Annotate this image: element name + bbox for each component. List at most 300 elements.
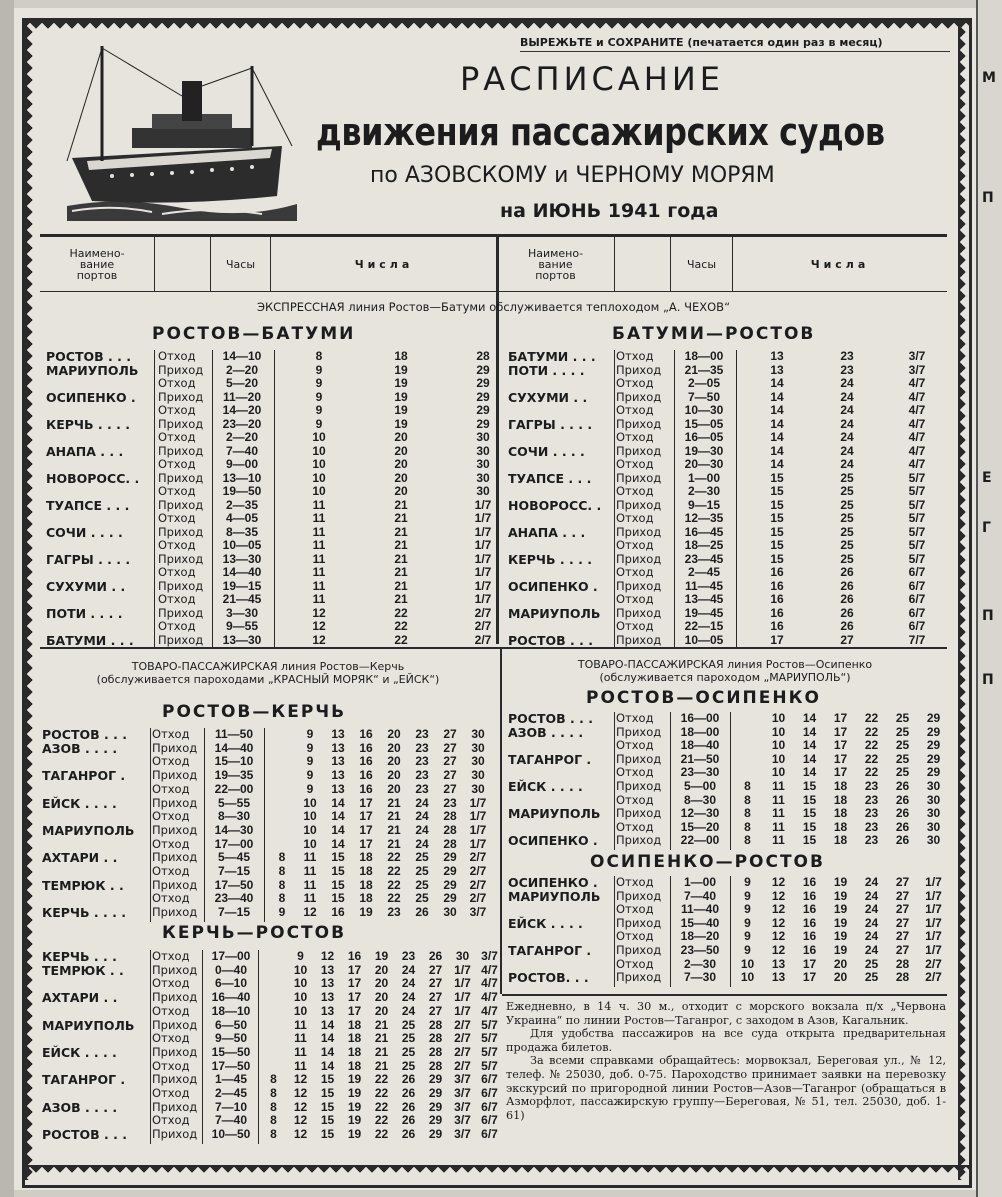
date: 16: [359, 781, 373, 796]
date: 2/7: [454, 1044, 471, 1059]
arrival-departure: Отход: [152, 836, 190, 851]
date: 14: [331, 836, 345, 851]
date: 9: [744, 875, 751, 889]
date: 28: [428, 1058, 443, 1073]
date: 4/7: [908, 416, 926, 431]
table-row: [508, 445, 948, 458]
date: 27: [840, 632, 854, 647]
date: 21: [387, 836, 401, 851]
date: 18: [347, 1044, 362, 1059]
table-row: [46, 445, 494, 458]
date: 23: [864, 819, 879, 834]
time: 10—05: [222, 538, 262, 552]
date: 19: [833, 902, 848, 917]
date: 16: [770, 592, 784, 606]
date: 16: [802, 929, 817, 944]
time: 10—05: [684, 632, 724, 647]
date: 26: [895, 779, 910, 793]
table-row: [508, 350, 948, 363]
arrival-departure: Приход: [152, 990, 198, 1005]
date: 17: [833, 765, 848, 780]
date: 12: [312, 619, 326, 633]
date: 24: [864, 888, 879, 903]
table-rostov-batumi: [46, 350, 494, 651]
arrival-departure: Отход: [152, 1113, 190, 1128]
date: 24: [401, 962, 416, 977]
date: 1/7: [474, 497, 492, 512]
date: 21: [394, 565, 408, 579]
table-row: [42, 797, 494, 810]
date: 27: [895, 943, 910, 957]
date: 2/7: [474, 605, 492, 620]
date: 29: [428, 1127, 443, 1142]
date: 25: [401, 1044, 416, 1059]
date: 12: [312, 605, 326, 620]
date: 5/7: [481, 1044, 498, 1059]
date: 16: [359, 727, 373, 741]
date: 8: [278, 877, 286, 892]
table-row: [46, 364, 494, 377]
arrival-departure: Отход: [158, 349, 196, 363]
date: 30: [926, 833, 941, 848]
date: 24: [840, 389, 854, 404]
time: 1—00: [683, 875, 717, 889]
arrival-departure: Отход: [158, 538, 196, 552]
table-row: [46, 620, 494, 633]
arrival-departure: Отход: [152, 864, 190, 878]
arrival-departure: Отход: [152, 781, 190, 796]
date: 19: [833, 943, 848, 957]
arrival-departure: Отход: [152, 891, 190, 906]
time: 10—30: [684, 403, 724, 417]
date: 15: [320, 1072, 335, 1087]
date: 29: [428, 1072, 443, 1087]
date: 8: [744, 792, 751, 807]
date: 1/7: [925, 943, 942, 957]
time: 7—40: [683, 888, 717, 903]
time: 23—20: [222, 416, 262, 431]
date: 19: [394, 362, 408, 377]
date: 25: [840, 551, 854, 566]
time: 7—30: [683, 970, 717, 985]
date: 23: [401, 949, 416, 963]
date: 24: [840, 416, 854, 431]
arrival-departure: Приход: [158, 605, 204, 620]
arrival-departure: Приход: [158, 443, 204, 458]
date: 2/7: [454, 1017, 471, 1032]
date: 30: [471, 740, 485, 755]
date: 9: [744, 929, 751, 944]
arrival-departure: Отход: [616, 349, 654, 363]
arrival-departure: Отход: [616, 875, 654, 889]
date: 21: [387, 809, 401, 824]
date: 13: [331, 740, 345, 755]
date: 29: [443, 891, 457, 906]
date: 10: [771, 751, 786, 766]
info-block: [506, 1000, 946, 1122]
date: 24: [401, 1003, 416, 1018]
table-row: [508, 431, 948, 444]
date: 24: [401, 976, 416, 991]
table-osipenko-rostov: [508, 876, 948, 989]
time: 4—05: [225, 511, 259, 525]
date: 24: [840, 457, 854, 471]
date: 20: [387, 781, 401, 796]
table-row: [508, 634, 948, 647]
arrival-departure: Приход: [152, 1017, 198, 1032]
date: 3/7: [454, 1086, 471, 1100]
time: 22—00: [680, 833, 720, 848]
date: 16: [770, 578, 784, 593]
date: 17: [359, 795, 373, 810]
table-row: [42, 1058, 498, 1073]
time: 16—40: [211, 990, 251, 1005]
section-divider: [40, 647, 947, 649]
port-name: АЗОВ . . . .: [42, 740, 118, 756]
arrival-departure: Отход: [158, 619, 196, 633]
date: 15: [320, 1086, 335, 1100]
arrival-departure: Приход: [152, 768, 198, 783]
arrival-departure: Отход: [616, 430, 654, 444]
date: 22: [394, 605, 408, 620]
arrival-departure: Отход: [152, 949, 190, 963]
date: 30: [926, 779, 941, 793]
date: 29: [926, 724, 941, 739]
date: 20: [394, 484, 408, 498]
date: 10: [312, 430, 326, 444]
date: 13: [320, 962, 335, 977]
date: 30: [476, 430, 490, 444]
time: 16—45: [684, 524, 724, 539]
date: 9: [315, 376, 323, 390]
table-row: [508, 458, 948, 471]
date: 30: [471, 768, 485, 783]
table-row: [508, 499, 948, 512]
ports-column-header: Наимено- вание портов: [497, 237, 615, 291]
port-name: АЗОВ . . . .: [42, 1099, 118, 1115]
date: 23: [864, 833, 879, 848]
date: 21: [387, 822, 401, 837]
date: 9: [297, 949, 304, 963]
time: 8—30: [217, 809, 251, 824]
date: 25: [895, 738, 910, 753]
table-row: [508, 958, 948, 971]
arrival-departure: Отход: [616, 792, 654, 807]
date: 14: [320, 1017, 335, 1032]
date: 14: [802, 711, 817, 725]
arrival-departure: Приход: [158, 578, 204, 593]
date: 26: [895, 792, 910, 807]
date: 26: [401, 1099, 416, 1114]
time: 2—45: [214, 1086, 248, 1100]
date: 13: [320, 976, 335, 991]
date: 9: [315, 362, 323, 377]
date: 23: [864, 792, 879, 807]
arrival-departure: Отход: [616, 457, 654, 471]
time: 1—45: [214, 1072, 248, 1087]
arrival-departure: Приход: [158, 551, 204, 566]
hours-column-header: Часы: [211, 237, 271, 291]
arrival-departure: Отход: [616, 403, 654, 417]
date: 11: [772, 792, 785, 807]
time: 5—20: [225, 376, 259, 390]
table-row: [42, 742, 494, 755]
table-row: [46, 485, 494, 498]
time: 21—35: [684, 362, 724, 377]
arrival-departure: Отход: [616, 511, 654, 525]
arrival-departure: Приход: [616, 470, 662, 485]
time: 19—50: [222, 484, 262, 498]
arrival-departure: Отход: [616, 376, 654, 390]
arrival-departure: Отход: [158, 592, 196, 606]
date: 1/7: [469, 795, 487, 810]
date: 19: [394, 389, 408, 404]
date: 7/7: [908, 632, 926, 647]
arrival-departure: Приход: [616, 806, 662, 821]
port-name: АХТАРИ . .: [42, 990, 118, 1006]
dates-column-header: Числа: [354, 257, 414, 271]
table-row: [508, 566, 948, 579]
time: 10—50: [211, 1127, 251, 1142]
date: 15: [331, 891, 345, 906]
table-row: [46, 431, 494, 444]
date: 25: [415, 877, 429, 892]
time: 7—50: [687, 389, 721, 404]
date: 10: [303, 836, 317, 851]
right-page-edge: [976, 0, 1002, 1197]
date: 27: [895, 929, 910, 944]
date: 16: [802, 902, 817, 917]
table-row: [508, 917, 948, 930]
port-name: ОСИПЕНКО .: [508, 833, 598, 849]
date: 18: [394, 349, 408, 363]
date: 12: [771, 915, 786, 930]
date: 11: [312, 592, 326, 606]
arrival-departure: Приход: [616, 833, 662, 848]
date: 21: [374, 1044, 389, 1059]
port-name: РОСТОВ. . .: [508, 970, 589, 986]
date: 30: [926, 806, 941, 821]
table-row: [42, 1099, 498, 1115]
port-name: ТУАПСЕ . . .: [46, 497, 130, 513]
arrival-departure: Отход: [616, 902, 654, 917]
date: 14: [770, 416, 784, 431]
table-row: [508, 944, 948, 957]
date: 11: [772, 819, 785, 834]
date: 1/7: [469, 836, 487, 851]
arrival-departure: Приход: [616, 724, 662, 739]
table-row: [46, 512, 494, 525]
time: 19—35: [214, 768, 254, 783]
date: 11: [294, 1044, 307, 1059]
time: 5—45: [217, 850, 251, 865]
date: 1/7: [474, 565, 492, 579]
table-row: [42, 990, 498, 1006]
date: 18: [359, 877, 373, 892]
table-row: [508, 712, 948, 725]
time: 7—40: [214, 1113, 248, 1128]
dates-column-header: Числа: [810, 257, 870, 271]
date: 24: [415, 822, 429, 837]
edge-letter: П: [982, 608, 994, 624]
date: 11: [312, 538, 326, 552]
time: 21—50: [680, 751, 720, 766]
date: 10: [293, 976, 308, 991]
title-seas: по АЗОВСКОМУ и ЧЕРНОМУ МОРЯМ: [370, 163, 775, 188]
date: 29: [443, 850, 457, 865]
date: 30: [471, 781, 485, 796]
date: 22: [387, 864, 401, 878]
date: 3/7: [454, 1099, 471, 1114]
port-name: НОВОРОСС. .: [508, 497, 602, 513]
time: 18—00: [680, 724, 720, 739]
date: 25: [401, 1031, 416, 1046]
table-row: [46, 580, 494, 593]
time: 9—55: [225, 619, 259, 633]
port-name: МАРИУПОЛЬ: [42, 822, 135, 838]
date: 19: [374, 949, 389, 963]
arrival-departure: Приход: [152, 1072, 198, 1087]
time: 14—40: [222, 565, 262, 579]
date: 22: [374, 1086, 389, 1100]
date: 25: [840, 524, 854, 539]
date: 21: [394, 524, 408, 539]
date: 16: [770, 565, 784, 579]
port-name: ЕЙСК . . . .: [42, 1044, 117, 1060]
table-row: [42, 1003, 498, 1018]
cut-and-save-note: ВЫРЕЖЬТЕ и СОХРАНИТЕ (печатается один раз в месяц): [520, 36, 950, 52]
date: 22: [387, 877, 401, 892]
time: 2—30: [683, 956, 717, 971]
time: 7—10: [214, 1099, 248, 1114]
left-border-ornament: [25, 20, 35, 1180]
date: 22: [864, 724, 879, 739]
time: 6—50: [214, 1017, 248, 1032]
table-row: [46, 499, 494, 512]
date: 5/7: [908, 470, 926, 485]
date: 22: [374, 1127, 389, 1142]
table-row: [42, 824, 494, 837]
port-name: МАРИУПОЛЬ: [42, 1017, 135, 1033]
date: 14: [770, 457, 784, 471]
date: 8: [270, 1127, 277, 1142]
date: 28: [428, 1031, 443, 1046]
time: 14—10: [222, 349, 262, 363]
date: 11: [294, 1031, 307, 1046]
table-row: [42, 755, 494, 768]
table-row: [42, 976, 498, 991]
date: 9: [306, 768, 314, 783]
date: 15: [770, 551, 784, 566]
date: 6/7: [481, 1127, 498, 1142]
port-name: РОСТОВ . . .: [508, 632, 593, 648]
port-name: ГАГРЫ . . . .: [508, 416, 593, 432]
date: 15: [802, 792, 817, 807]
arrival-departure: Отход: [616, 565, 654, 579]
port-name: ОСИПЕНКО .: [508, 578, 598, 594]
date: 18: [359, 864, 373, 878]
date: 12: [303, 905, 317, 920]
arrival-departure: Приход: [152, 822, 198, 837]
date: 1/7: [925, 902, 942, 917]
date: 24: [415, 809, 429, 824]
table-row: [42, 810, 494, 823]
date: 30: [443, 905, 457, 920]
table-row: [508, 607, 948, 620]
left-page-edge: [0, 0, 14, 1197]
ports-column-header: Наимено- вание портов: [40, 237, 155, 291]
date: 4/7: [908, 376, 926, 390]
date: 29: [926, 751, 941, 766]
arrival-departure: Отход: [616, 711, 654, 725]
date: 20: [374, 990, 389, 1005]
osipenko-line-note: ТОВАРО-ПАССАЖИРСКАЯ линия Ростов—Осипенко (обслуживается пароходом „МАРИУПОЛЬ“): [577, 658, 873, 684]
time: 12—35: [684, 511, 724, 525]
date: 2/7: [454, 1058, 471, 1073]
date: 11: [312, 565, 326, 579]
date: 15: [802, 806, 817, 821]
table-row: [42, 728, 494, 741]
date: 10: [312, 470, 326, 485]
date: 18: [833, 779, 848, 793]
date: 28: [443, 836, 457, 851]
date: 5/7: [908, 497, 926, 512]
date: 13: [320, 990, 335, 1005]
date: 6/7: [481, 1086, 498, 1100]
arrival-departure: Отход: [152, 809, 190, 824]
edge-letter: Е: [982, 470, 992, 486]
port-name: КЕРЧЬ . . .: [42, 949, 117, 964]
date: 29: [476, 416, 490, 431]
table-row: [46, 593, 494, 606]
table-row: [508, 930, 948, 943]
port-name: СУХУМИ . .: [508, 389, 588, 405]
port-name: КЕРЧЬ . . . .: [42, 905, 126, 921]
date: 10: [312, 443, 326, 458]
date: 17: [833, 711, 848, 725]
date: 5/7: [908, 484, 926, 498]
port-name: КЕРЧЬ . . . .: [508, 551, 592, 567]
table-row: [42, 949, 498, 964]
arrival-departure: Приход: [616, 443, 662, 458]
date: 10: [293, 990, 308, 1005]
time: 18—00: [684, 349, 724, 363]
date: 30: [455, 949, 470, 963]
date: 15: [331, 877, 345, 892]
date: 30: [471, 754, 485, 769]
date: 11: [772, 806, 785, 821]
date: 1/7: [469, 822, 487, 837]
port-name: МАРИУПОЛЬ: [508, 806, 601, 822]
port-name: АНАПА . . .: [46, 443, 124, 459]
date: 13: [331, 727, 345, 741]
port-name: ЕЙСК . . . .: [508, 779, 583, 794]
time: 22—15: [684, 619, 724, 633]
date: 27: [895, 902, 910, 917]
date: 6/7: [908, 592, 926, 606]
arrival-departure: Отход: [152, 754, 190, 769]
time: 2—35: [225, 497, 259, 512]
date: 28: [895, 956, 910, 971]
date: 9: [744, 888, 751, 903]
date: 21: [374, 1058, 389, 1073]
time: 8—30: [683, 792, 717, 807]
date: 17: [802, 956, 817, 971]
time: 8—35: [225, 524, 259, 539]
date: 1/7: [454, 976, 471, 991]
title-month: на ИЮНЬ 1941 года: [500, 200, 719, 222]
date: 29: [476, 376, 490, 390]
